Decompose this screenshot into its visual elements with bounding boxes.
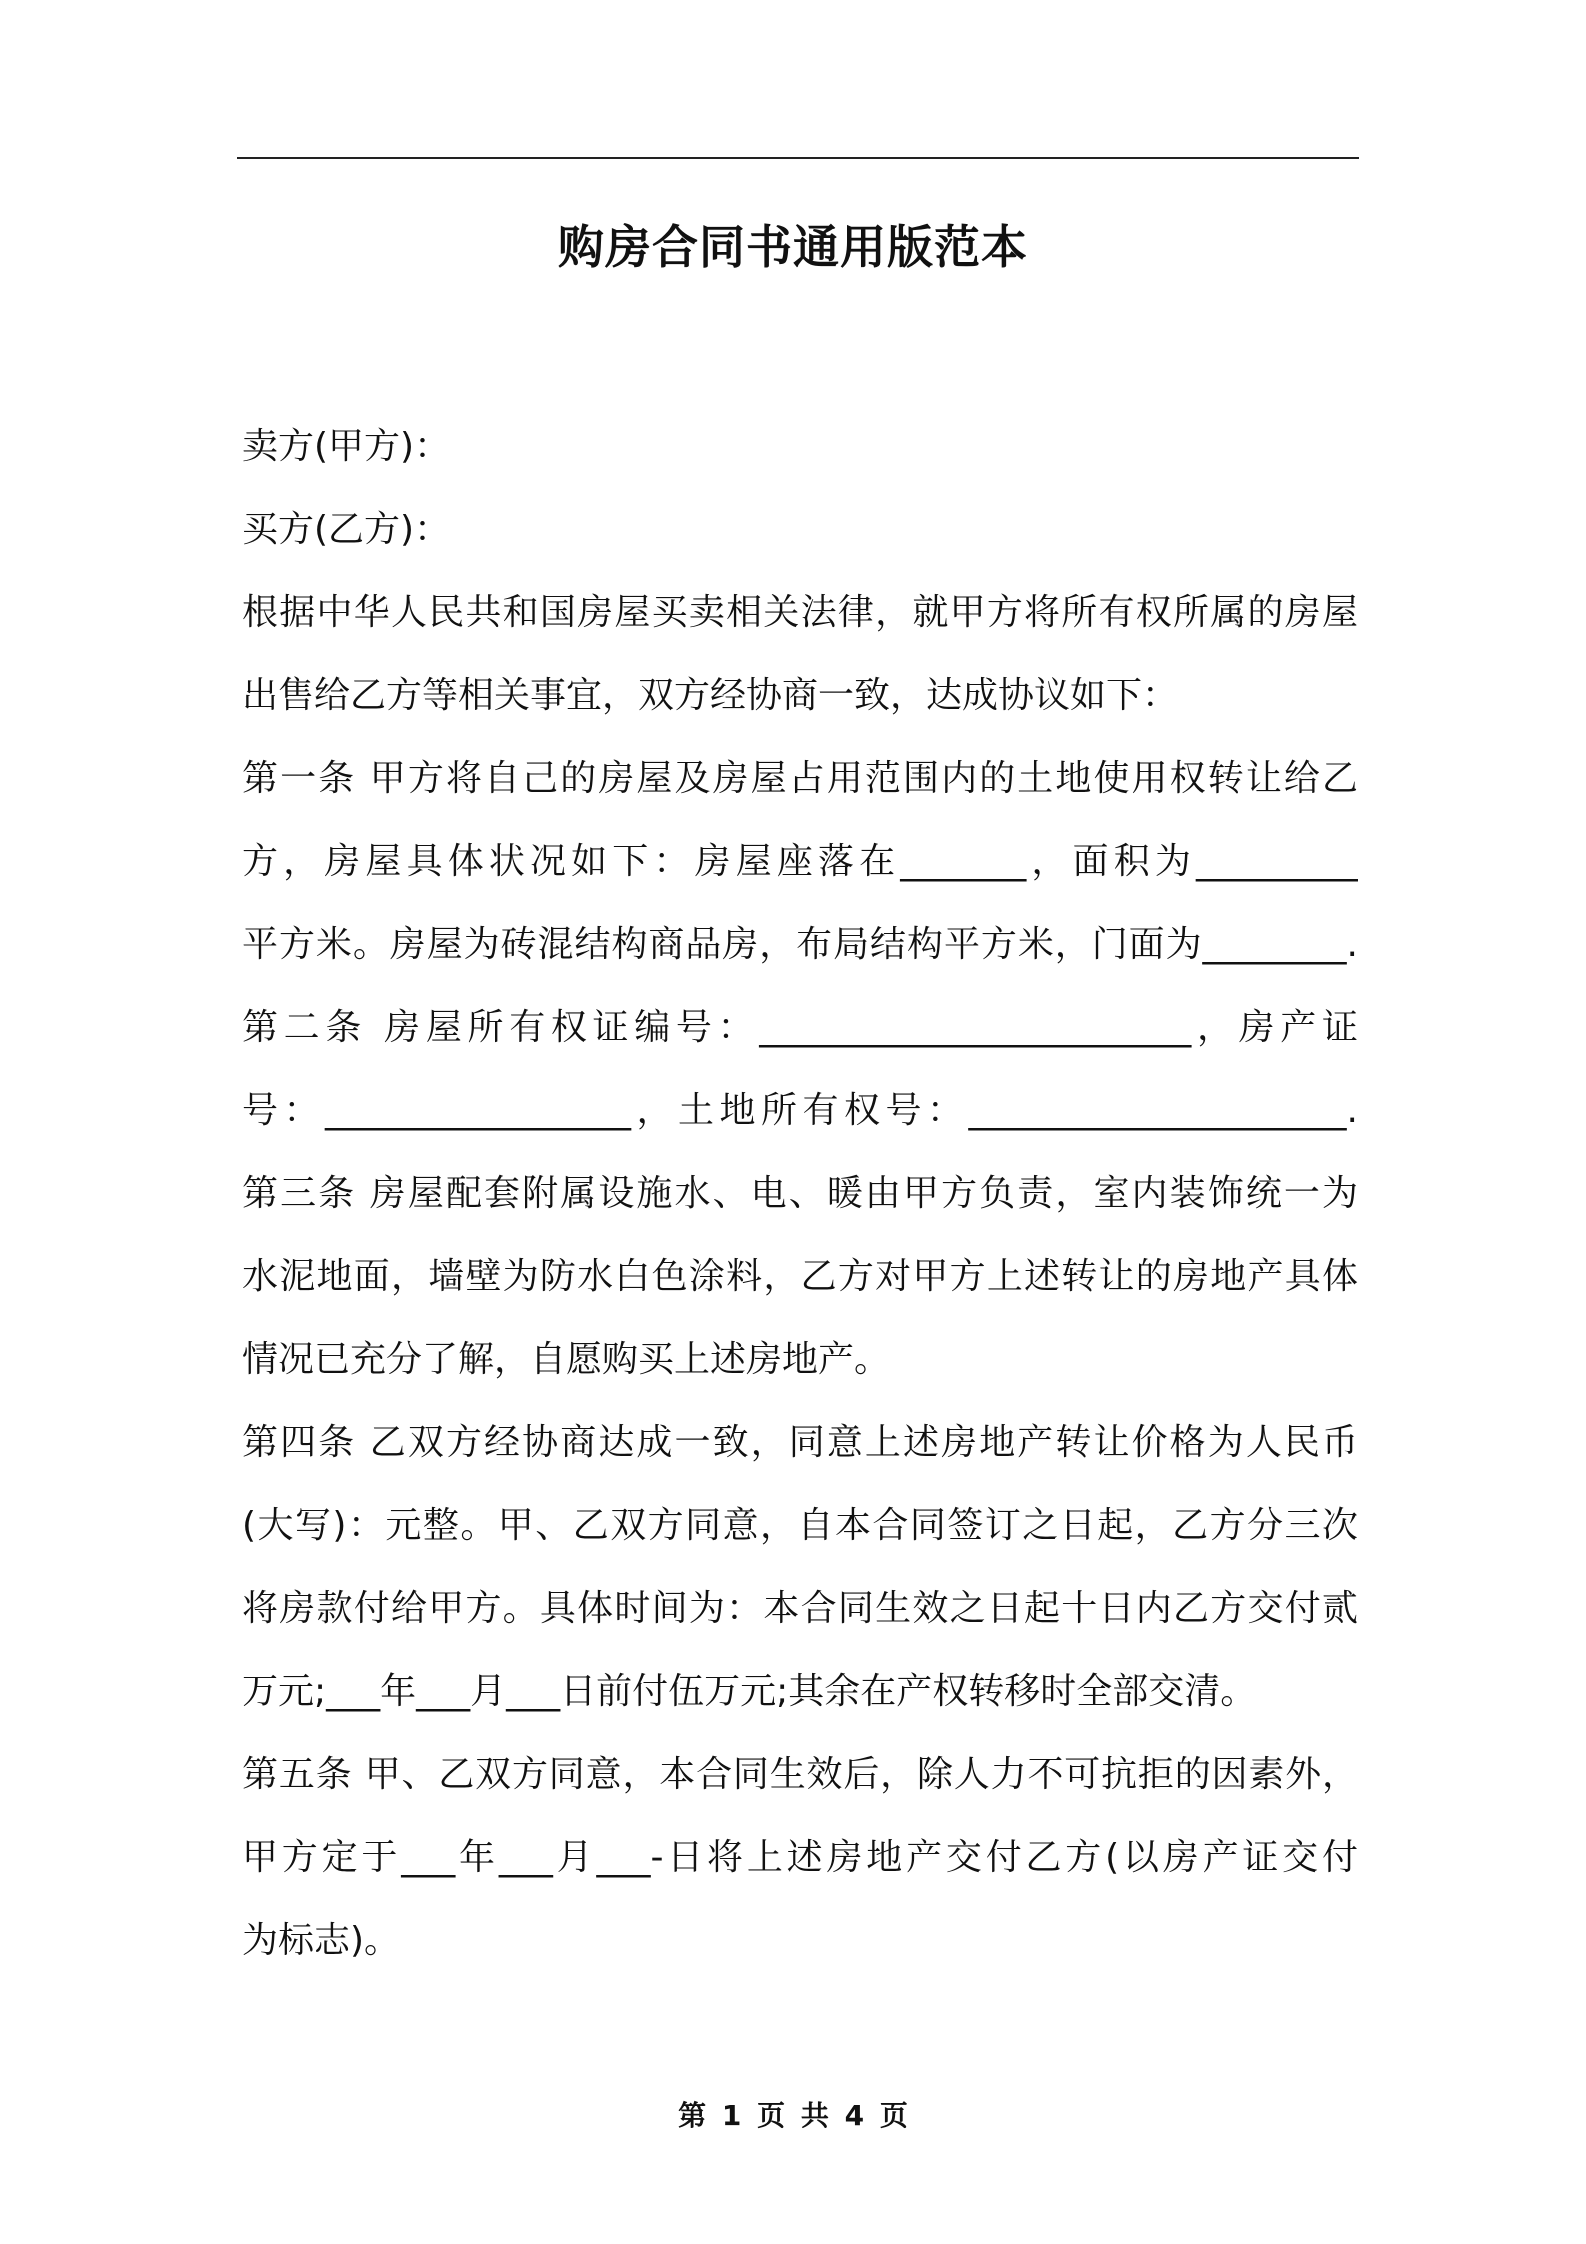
article-1-line-2: 方，房屋具体状况如下：房屋座落在_______，面积为_________ xyxy=(242,841,1358,882)
document-title: 购房合同书通用版范本 xyxy=(558,220,1028,274)
header-rule xyxy=(237,157,1359,159)
preamble-line-1: 根据中华人民共和国房屋买卖相关法律，就甲方将所有权所属的房屋 xyxy=(242,592,1358,633)
article-1-line-3: 平方米。房屋为砖混结构商品房，布局结构平方米，门面为________. xyxy=(242,924,1358,965)
article-5-line-1: 第五条 甲、乙双方同意，本合同生效后，除人力不可抗拒的因素外， xyxy=(242,1754,1358,1795)
contract-body xyxy=(242,405,1358,1982)
article-4-line-4: 万元;___年___月___日前付伍万元;其余在产权转移时全部交清。 xyxy=(242,1671,1257,1712)
article-3-line-1: 第三条 房屋配套附属设施水、电、暖由甲方负责，室内装饰统一为 xyxy=(242,1173,1358,1214)
buyer-line: 买方(乙方)： xyxy=(242,509,451,550)
seller-line: 卖方(甲方)： xyxy=(242,426,451,467)
article-1-line-1: 第一条 甲方将自己的房屋及房屋占用范围内的土地使用权转让给乙 xyxy=(242,758,1358,799)
article-2-line-1: 第二条 房屋所有权证编号：________________________，房产证 xyxy=(242,1007,1358,1048)
article-4-line-2: (大写)：元整。甲、乙双方同意，自本合同签订之日起，乙方分三次 xyxy=(242,1505,1358,1546)
page-number: 第 1 页 共 4 页 xyxy=(678,2099,908,2132)
article-4-line-1: 第四条 乙双方经协商达成一致，同意上述房地产转让价格为人民币 xyxy=(242,1422,1358,1463)
article-5-line-2: 甲方定于___年___月___-日将上述房地产交付乙方(以房产证交付 xyxy=(242,1837,1358,1878)
article-3-line-2: 水泥地面，墙壁为防水白色涂料，乙方对甲方上述转让的房地产具体 xyxy=(242,1256,1358,1297)
article-4-line-3: 将房款付给甲方。具体时间为：本合同生效之日起十日内乙方交付贰 xyxy=(242,1588,1358,1629)
article-2-line-2: 号：_________________，土地所有权号：_____________________. xyxy=(242,1090,1358,1131)
preamble-line-2: 出售给乙方等相关事宜，双方经协商一致，达成协议如下： xyxy=(242,675,1179,716)
article-3-line-3: 情况已充分了解，自愿购买上述房地产。 xyxy=(242,1339,891,1380)
article-5-line-3: 为标志)。 xyxy=(242,1920,401,1961)
